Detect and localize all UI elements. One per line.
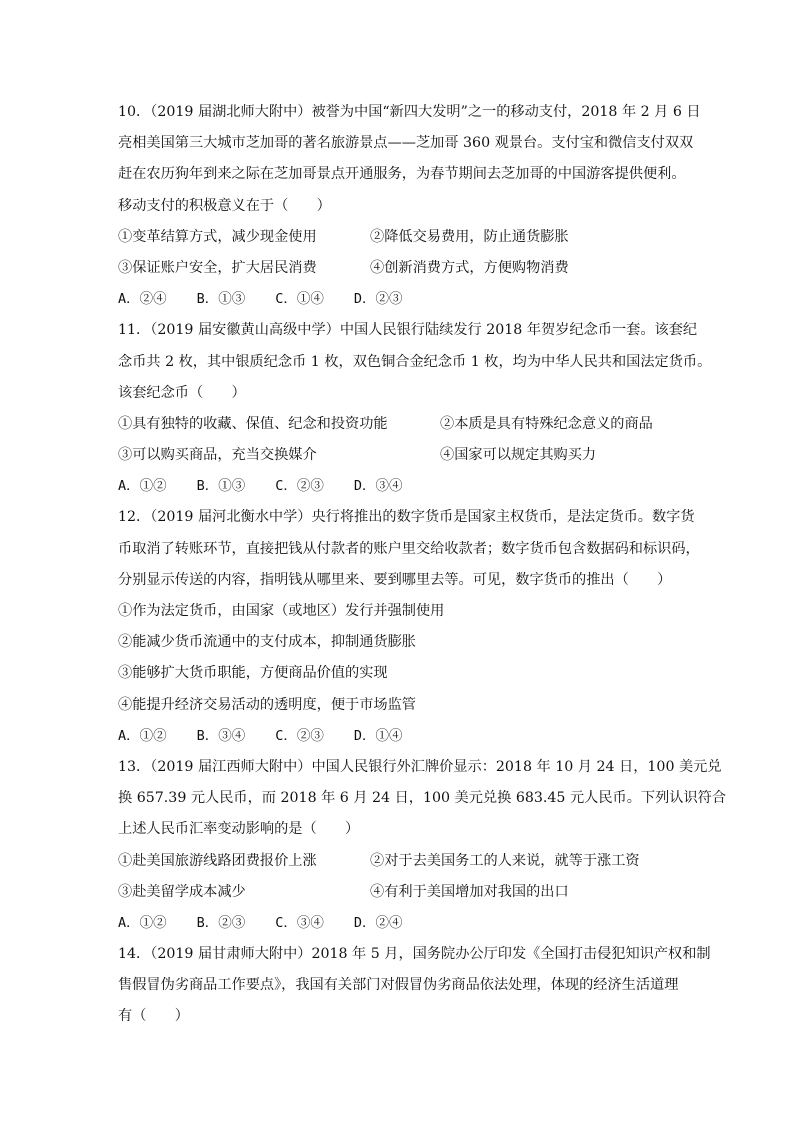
option-2: ②能减少货币流通中的支付成本，抑制通货膨胀 (118, 634, 416, 651)
answer-choice-b: B．①③ (196, 478, 246, 495)
answer-choice-b: B．①③ (196, 291, 246, 308)
answer-choices (118, 471, 678, 502)
question-text-line: 14．（2019 届甘肃师大附中）2018 年 5 月，国务院办公厅印发《全国打击侵犯知识产权和制 (118, 946, 711, 963)
question-11 (118, 315, 712, 502)
question-text-line: 上述人民币汇率变动影响的是（ ） (118, 821, 360, 838)
answer-choice-a: A．①② (118, 727, 167, 744)
answer-choice-b: B．②③ (196, 914, 246, 931)
option-row (118, 440, 678, 471)
question-text-line: 11．（2019 届安徽黄山高级中学）中国人民银行陆续发行 2018 年贺岁纪念币一套。该套纪 (118, 322, 698, 339)
question-10 (118, 97, 701, 315)
option-3: ③赴美留学成本减少 (118, 883, 246, 900)
answer-choice-b: B．③④ (196, 727, 246, 744)
question-text-line: 售假冒伪劣商品工作要点》，我国有关部门对假冒伪劣商品依法处理，体现的经济生活道理 (118, 977, 679, 994)
question-text-line: 分别显示传送的内容，指明钱从哪里来、要到哪里去等。可见，数字货币的推出（ ） (118, 571, 672, 588)
answer-choice-c: C．③④ (275, 914, 324, 931)
question-text-line: 有（ ） (118, 1008, 189, 1025)
question-text-line: 币取消了转账环节，直接把钱从付款者的账户里交给收款者；数字货币包含数据码和标识码， (118, 540, 700, 557)
question-text-line: 10．（2019 届湖北师大附中）被誉为中国“新四大发明”之一的移动支付，2018 年 2 月 6 日 (118, 104, 701, 120)
question-text-line: 亮相美国第三大城市芝加哥的著名旅游景点——芝加哥 360 观景台。支付宝和微信支付双双 (118, 135, 694, 152)
answer-choice-c: C．②③ (275, 727, 324, 744)
answer-choices (118, 721, 678, 752)
option-2: ②降低交易费用，防止通货膨胀 (370, 228, 569, 245)
answer-choice-d: D．①④ (353, 727, 403, 744)
option-row (118, 409, 678, 440)
question-13 (118, 752, 727, 939)
option-3: ③保证账户安全，扩大居民消费 (118, 259, 317, 276)
answer-choices (118, 908, 678, 939)
answer-choice-c: C．②③ (275, 478, 324, 495)
option-row (118, 846, 678, 877)
document-content (118, 97, 727, 1033)
option-4: ④有利于美国增加对我国的出口 (370, 883, 569, 900)
question-text-line: 念币共 2 枚，其中银质纪念币 1 枚，双色铜合金纪念币 1 枚，均为中华人民共和国法定货币。 (118, 353, 712, 370)
option-4: ④创新消费方式，方便购物消费 (370, 259, 569, 276)
answer-choice-a: A．②④ (118, 291, 167, 308)
question-text-line: 换 657.39 元人民币，而 2018 年 6 月 24 日，100 美元兑换 683.45 元人民币。下列认识符合 (118, 790, 727, 807)
question-text-line: 该套纪念币（ ） (118, 384, 246, 401)
option-row (118, 253, 678, 284)
answer-choice-a: A．①② (118, 478, 167, 495)
option-row (118, 877, 678, 908)
question-text-line: 移动支付的积极意义在于（ ） (118, 197, 331, 214)
option-1: ①变革结算方式，减少现金使用 (118, 228, 317, 245)
option-3: ③能够扩大货币职能，方便商品价值的实现 (118, 665, 388, 682)
question-text-line: 赶在农历狗年到来之际在芝加哥景点开通服务，为春节期间去芝加哥的中国游客提供便利。 (118, 166, 686, 183)
question-12 (118, 502, 700, 752)
answer-choices (118, 284, 678, 315)
option-1: ①赴美国旅游线路团费报价上涨 (118, 852, 317, 869)
option-2: ②对于去美国务工的人来说，就等于涨工资 (370, 852, 640, 869)
option-4: ④国家可以规定其购买力 (440, 447, 597, 464)
answer-choice-d: D．③④ (353, 478, 403, 495)
option-4: ④能提升经济交易活动的透明度，便于市场监管 (118, 696, 416, 713)
option-row (118, 222, 678, 253)
question-text-line: 13．（2019 届江西师大附中）中国人民银行外汇牌价显示：2018 年 10 月 24 日，100 美元兑 (118, 758, 722, 775)
option-1: ①作为法定货币，由国家（或地区）发行并强制使用 (118, 603, 445, 619)
answer-choice-d: D．②③ (353, 291, 403, 308)
option-1: ①具有独特的收藏、保值、纪念和投资功能 (118, 415, 388, 432)
answer-choice-d: D．②④ (353, 914, 403, 931)
option-2: ②本质是具有特殊纪念意义的商品 (440, 415, 653, 432)
question-text-line: 12．（2019 届河北衡水中学）央行将推出的数字货币是国家主权货币，是法定货币。数字货 (118, 509, 695, 526)
option-3: ③可以购买商品，充当交换媒介 (118, 447, 317, 464)
question-14 (118, 939, 711, 1033)
answer-choice-a: A．①② (118, 914, 167, 931)
answer-choice-c: C．①④ (275, 291, 324, 308)
